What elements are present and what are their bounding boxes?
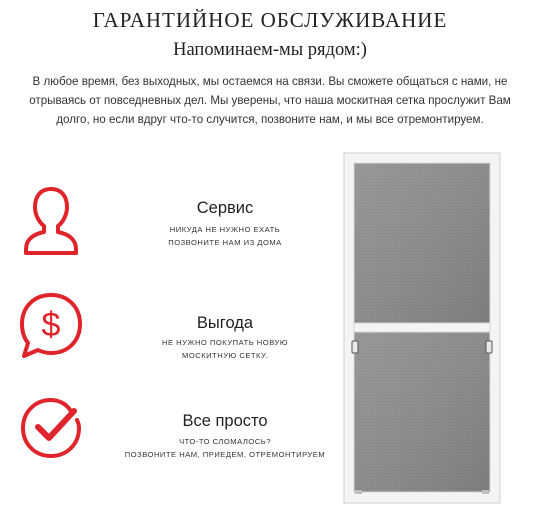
- feature-desc-line: НИКУДА НЕ НУЖНО ЕХАТЬ: [169, 225, 281, 234]
- page-title: ГАРАНТИЙНОЕ ОБСЛУЖИВАНИЕ: [92, 8, 448, 32]
- page-subtitle: Напоминаем-мы рядом:): [173, 40, 367, 60]
- feature-desc-line: ЧТО-ТО СЛОМАЛОСЬ?: [179, 437, 271, 446]
- intro-text: В любое время, без выходных, мы остаемся на связи. Вы сможете общаться с нами, не отрываясь от повседневных дел. Мы уверены, что наша москитная сетка прослужит Вам долго, но если вдруг что-то случится, позвоните нам, и мы все отремонтируем.: [29, 75, 511, 126]
- feature-desc-line: МОСКИТНУЮ СЕТКУ.: [182, 351, 268, 360]
- feature-title: Сервис: [196, 199, 254, 217]
- dollar-chat-icon: [16, 290, 86, 360]
- door-handle-left: [352, 341, 358, 353]
- feature-description: [130, 336, 320, 362]
- feature-title: Выгода: [196, 314, 254, 332]
- feature-desc-line: ПОЗВОНИТЕ НАМ, ПРИЕДЕМ, ОТРЕМОНТИРУЕМ: [124, 450, 326, 459]
- mosquito-net-image: [343, 152, 501, 504]
- svg-text:$: $: [41, 306, 61, 344]
- feature-title: Все просто: [182, 412, 268, 430]
- feature-description: [115, 435, 335, 461]
- door-handle-right: [486, 341, 492, 353]
- door-crossbar: [354, 323, 490, 332]
- feature-desc-line: НЕ НУЖНО ПОКУПАТЬ НОВУЮ: [161, 338, 289, 347]
- feature-desc-line: ПОЗВОНИТЕ НАМ ИЗ ДОМА: [168, 238, 282, 247]
- feature-description: [130, 223, 320, 249]
- user-icon: [20, 183, 82, 257]
- checkmark-circle-icon: [16, 393, 86, 463]
